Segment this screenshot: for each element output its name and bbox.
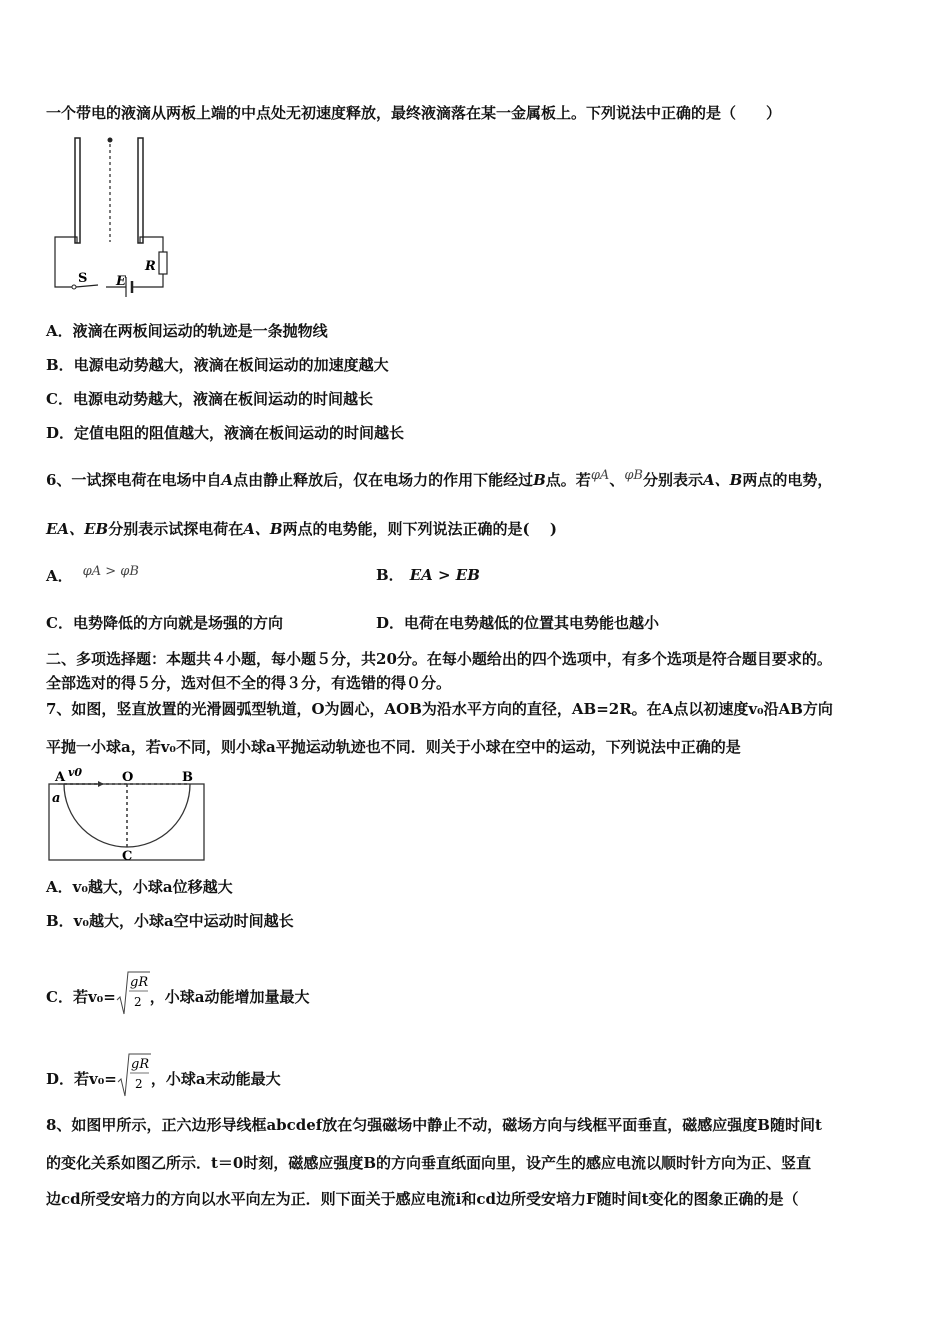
q5-circuit-figure xyxy=(48,130,178,300)
q7-option-a: A．v₀越大，小球a位移越大 xyxy=(46,878,233,896)
label-r: R xyxy=(145,259,156,274)
sqrt-expression-d xyxy=(117,1052,151,1098)
label-o: O xyxy=(122,770,134,785)
q8-line2: 的变化关系如图乙所示．t＝0时刻，磁感应强度B的方向垂直纸面向里，设产生的感应电流以顺时针方向为正、竖直 xyxy=(46,1154,812,1172)
label-a: A xyxy=(55,770,66,785)
phi-a: φA xyxy=(590,468,610,483)
droplet xyxy=(108,138,113,143)
q5-option-a: A．液滴在两板间运动的轨迹是一条抛物线 xyxy=(46,322,328,340)
svg-text:gR: gR xyxy=(129,975,148,990)
sqrt-expression-c xyxy=(116,970,150,1016)
label-e: E xyxy=(116,274,126,289)
q5-stem: 一个带电的液滴从两板上端的中点处无初速度释放，最终液滴落在某一金属板上。下列说法中正确的是（ ） xyxy=(46,104,782,122)
label-ball: a xyxy=(52,791,61,806)
resistor xyxy=(159,252,167,274)
q5-option-d: D．定值电阻的阻值越大，液滴在板间运动的时间越长 xyxy=(46,424,405,442)
q6-line1: 6、一试探电荷在电场中自A点由静止释放后，仅在电场力的作用下能经过B点。若φA、φB分别表示A、B两点的电势， xyxy=(46,468,833,489)
q7-track-figure xyxy=(46,762,210,864)
q7-line2: 平抛一小球a，若v₀不同，则小球a平抛运动轨迹也不同．则关于小球在空中的运动，下列说法中正确的是 xyxy=(46,738,741,756)
phi-b: φB xyxy=(624,468,643,483)
label-v0: v0 xyxy=(68,766,83,779)
svg-text:gR: gR xyxy=(130,1057,149,1072)
q8-line3: 边cd所受安培力的方向以水平向左为正．则下面关于感应电流i和cd边所受安培力F随时间t变化的图象正确的是（ xyxy=(46,1190,799,1208)
svg-text:2: 2 xyxy=(134,1077,143,1091)
q7-option-c: C．若v₀= gR 2 ，小球a动能增加量最大 xyxy=(46,970,310,1016)
q7-option-d: D．若v₀= gR 2 ，小球a末动能最大 xyxy=(46,1052,281,1098)
q6-option-d: D．电荷在电势越低的位置其电势能也越小 xyxy=(376,614,660,632)
q8-line1: 8、如图甲所示，正六边形导线框abcdef放在匀强磁场中静止不动，磁场方向与线框平面垂直，磁感应强度B随时间t xyxy=(46,1116,822,1134)
q5-option-c: C．电源电动势越大，液滴在板间运动的时间越长 xyxy=(46,390,373,408)
q6-option-a: A． φA > φB xyxy=(46,564,139,585)
q7-option-b: B．v₀越大，小球a空中运动时间越长 xyxy=(46,912,294,930)
left-plate xyxy=(75,138,80,243)
q5-option-b: B．电源电动势越大，液滴在板间运动的加速度越大 xyxy=(46,356,389,374)
right-plate xyxy=(138,138,143,243)
q7-line1: 7、如图，竖直放置的光滑圆弧型轨道，O为圆心，AOB为沿水平方向的直径，AB=2R。在A点以初速度v₀沿AB方向 xyxy=(46,700,833,718)
section2-line2: 全部选对的得５分，选对但不全的得３分，有选错的得０分。 xyxy=(46,674,452,692)
q6-option-b: B． EA > EB xyxy=(376,566,480,584)
label-s: S xyxy=(78,271,88,286)
velocity-arrow xyxy=(98,781,104,787)
q6-option-c: C．电势降低的方向就是场强的方向 xyxy=(46,614,283,632)
svg-text:2: 2 xyxy=(133,995,142,1009)
label-b: B xyxy=(182,770,193,785)
label-c: C xyxy=(122,849,133,864)
q6-line2: EA、EB分别表示试探电荷在A、B两点的电势能，则下列说法正确的是( ) xyxy=(46,520,557,538)
section2-line1: 二、多项选择题：本题共４小题，每小题５分，共20分。在每小题给出的四个选项中，有多个选项是符合题目要求的。 xyxy=(46,650,832,668)
